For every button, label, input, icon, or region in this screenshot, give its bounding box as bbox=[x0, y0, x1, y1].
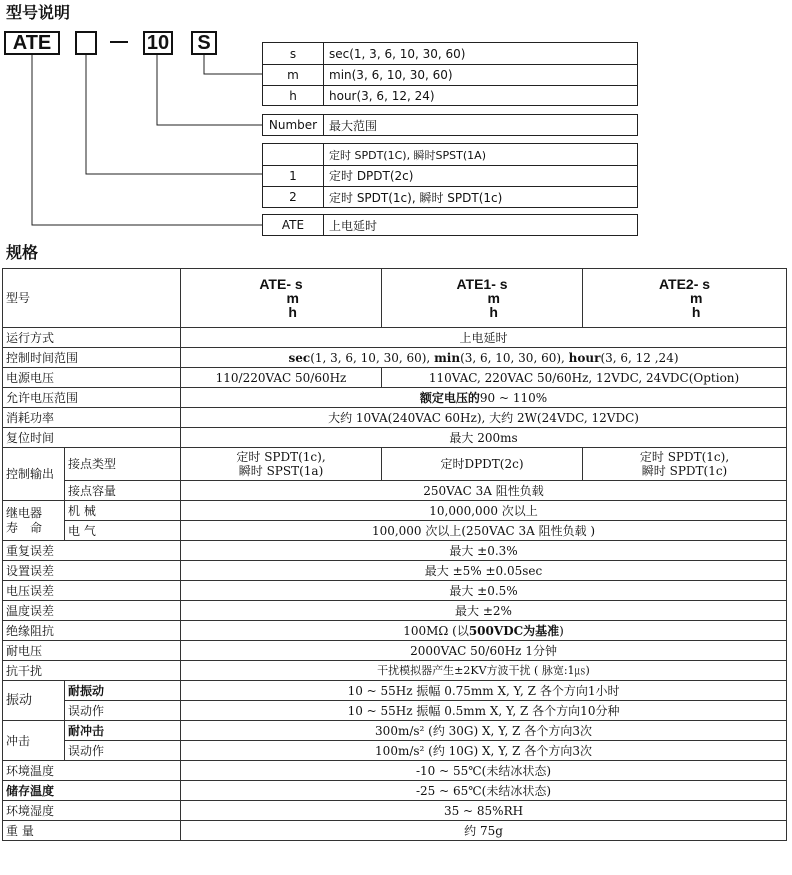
time-min-key: min bbox=[434, 350, 461, 365]
time-hour-key: hour bbox=[568, 350, 601, 365]
table-row bbox=[3, 761, 787, 781]
row-value: 10 ~ 55Hz 振幅 0.75mm X, Y, Z 各个方向1小时 bbox=[181, 681, 787, 701]
legend-key: m bbox=[263, 64, 324, 85]
row-label: 抗干扰 bbox=[3, 661, 181, 681]
row-label: 耐电压 bbox=[3, 641, 181, 661]
model-name: ATE- bbox=[259, 276, 291, 292]
table-row bbox=[3, 541, 787, 561]
table-row bbox=[3, 641, 787, 661]
row-label: 控制时间范围 bbox=[3, 348, 181, 368]
legend-unit-group bbox=[262, 42, 638, 106]
table-row bbox=[3, 721, 787, 741]
row-label: 振动 bbox=[3, 681, 65, 721]
row-value: -10 ~ 55℃(未结冰状态) bbox=[181, 761, 787, 781]
table-row bbox=[3, 481, 787, 501]
row-value: 2000VAC 50/60Hz 1分钟 bbox=[181, 641, 787, 661]
table-row bbox=[3, 348, 787, 368]
row-label: 电压误差 bbox=[3, 581, 181, 601]
row-value: 上电延时 bbox=[181, 328, 787, 348]
row-value: 100,000 次以上(250VAC 3A 阻性负载 ) bbox=[181, 521, 787, 541]
code-box-unit: S bbox=[191, 31, 217, 55]
table-row bbox=[3, 821, 787, 841]
row-value: 10 ~ 55Hz 振幅 0.5mm X, Y, Z 各个方向10分种 bbox=[181, 701, 787, 721]
row-value: 最大 ±2% bbox=[181, 601, 787, 621]
row-sublabel: 接点类型 bbox=[65, 448, 181, 481]
allowed-voltage-rest: 90 ~ 110% bbox=[479, 390, 548, 405]
insulation-a: 100MΩ (以 bbox=[403, 623, 469, 638]
row-value: 110VAC, 220VAC 50/60Hz, 12VDC, 24VDC(Option) bbox=[382, 368, 787, 388]
allowed-voltage-bold: 额定电压的 bbox=[419, 390, 480, 405]
legend-value: 最大范围 bbox=[329, 118, 378, 133]
table-row bbox=[3, 781, 787, 801]
row-label: 设置误差 bbox=[3, 561, 181, 581]
contact-type-v1-line1: 定时 SPDT(1c), bbox=[236, 450, 326, 464]
row-sublabel: 电 气 bbox=[65, 521, 181, 541]
relay-life-label-1: 继电器 bbox=[6, 505, 43, 520]
row-value bbox=[181, 621, 787, 641]
time-min-val: (3, 6, 10, 30, 60), bbox=[460, 350, 565, 365]
table-row bbox=[3, 388, 787, 408]
table-row bbox=[3, 328, 787, 348]
code-box-ate: ATE bbox=[4, 31, 60, 55]
legend-value: 定时 SPDT(1C), 瞬时SPST(1A) bbox=[329, 148, 486, 162]
row-label: 重复误差 bbox=[3, 541, 181, 561]
relay-life-label-2: 寿 命 bbox=[6, 520, 43, 535]
row-label: 控制输出 bbox=[3, 448, 65, 501]
legend-value: hour(3, 6, 12, 24) bbox=[329, 88, 435, 103]
row-label: 电源电压 bbox=[3, 368, 181, 388]
model-section-title: 型号说明 bbox=[6, 3, 71, 22]
time-hour-val: (3, 6, 12 ,24) bbox=[600, 350, 679, 365]
row-value: 300m/s² (约 30G) X, Y, Z 各个方向3次 bbox=[181, 721, 787, 741]
row-sublabel: 误动作 bbox=[65, 701, 181, 721]
row-value: 250VAC 3A 阻性负载 bbox=[181, 481, 787, 501]
row-sublabel: 误动作 bbox=[65, 741, 181, 761]
row-label: 环境温度 bbox=[3, 761, 181, 781]
model-suffix: m bbox=[689, 290, 703, 306]
row-value bbox=[181, 388, 787, 408]
row-label: 环境湿度 bbox=[3, 801, 181, 821]
time-sec-val: (1, 3, 6, 10, 30, 60), bbox=[310, 350, 431, 365]
legend-value: 定时 SPDT(1c), 瞬时 SPDT(1c) bbox=[329, 190, 503, 205]
legend-ate-group bbox=[262, 214, 638, 236]
row-sublabel: 机 械 bbox=[65, 501, 181, 521]
row-value: 大约 10VA(240VAC 60Hz), 大约 2W(24VDC, 12VDC) bbox=[181, 408, 787, 428]
row-value: 约 75g bbox=[181, 821, 787, 841]
row-label: 绝缘阻抗 bbox=[3, 621, 181, 641]
row-value: 定时DPDT(2c) bbox=[382, 448, 583, 481]
table-row bbox=[3, 661, 787, 681]
row-label: 温度误差 bbox=[3, 601, 181, 621]
row-label: 重 量 bbox=[3, 821, 181, 841]
legend-key: ATE bbox=[263, 215, 324, 235]
code-box-number: 10 bbox=[143, 31, 173, 55]
row-sublabel: 耐振动 bbox=[65, 681, 181, 701]
insulation-b: 500VDC为基准 bbox=[468, 623, 560, 638]
legend-value: 定时 DPDT(2c) bbox=[329, 169, 414, 183]
table-row bbox=[3, 521, 787, 541]
row-sublabel: 耐冲击 bbox=[65, 721, 181, 741]
table-row bbox=[3, 801, 787, 821]
model-suffix: s bbox=[702, 276, 711, 292]
row-label bbox=[3, 501, 65, 541]
legend-type-group bbox=[262, 143, 638, 208]
row-value: 最大 200ms bbox=[181, 428, 787, 448]
model-suffix: m bbox=[487, 290, 500, 306]
row-value bbox=[181, 348, 787, 368]
table-row bbox=[3, 408, 787, 428]
model-suffix: s bbox=[294, 276, 303, 292]
legend-key: h bbox=[263, 85, 324, 106]
row-label: 储存温度 bbox=[3, 781, 181, 801]
table-row bbox=[3, 581, 787, 601]
contact-type-v3-line1: 定时 SPDT(1c), bbox=[639, 450, 730, 464]
legend-key bbox=[263, 144, 324, 165]
row-label: 复位时间 bbox=[3, 428, 181, 448]
row-value: 10,000,000 次以上 bbox=[181, 501, 787, 521]
table-row bbox=[3, 428, 787, 448]
contact-type-v1-line2: 瞬时 SPST(1a) bbox=[238, 464, 324, 478]
contact-type-v3-line2: 瞬时 SPDT(1c) bbox=[641, 464, 728, 478]
table-row bbox=[3, 561, 787, 581]
model-suffix: h bbox=[691, 304, 701, 320]
row-value: 35 ~ 85%RH bbox=[181, 801, 787, 821]
table-row bbox=[3, 741, 787, 761]
spec-table bbox=[2, 268, 787, 841]
table-row bbox=[3, 701, 787, 721]
spec-section-title: 规格 bbox=[6, 243, 39, 262]
row-value: 干扰模拟器产生±2KV方波干扰 ( 脉宽:1㎲) bbox=[181, 661, 787, 681]
model-name: ATE2- bbox=[658, 276, 699, 292]
row-label: 消耗功率 bbox=[3, 408, 181, 428]
model-suffix: s bbox=[499, 276, 508, 292]
row-label: 冲击 bbox=[3, 721, 65, 761]
table-row bbox=[3, 681, 787, 701]
table-row bbox=[3, 368, 787, 388]
row-value: 110/220VAC 50/60Hz bbox=[181, 368, 382, 388]
insulation-c: ) bbox=[559, 623, 564, 638]
row-value bbox=[181, 448, 382, 481]
legend-key: 2 bbox=[263, 186, 324, 208]
model-suffix: h bbox=[288, 304, 297, 320]
row-value: 最大 ±0.3% bbox=[181, 541, 787, 561]
row-label: 允许电压范围 bbox=[3, 388, 181, 408]
legend-value: 上电延时 bbox=[329, 218, 378, 233]
legend-key: s bbox=[263, 43, 324, 64]
row-value: -25 ~ 65℃(未结冰状态) bbox=[181, 781, 787, 801]
legend-value: min(3, 6, 10, 30, 60) bbox=[329, 67, 453, 82]
table-row bbox=[3, 448, 787, 481]
model-name: ATE1- bbox=[456, 276, 496, 292]
model-ate1 bbox=[382, 269, 583, 328]
row-label: 运行方式 bbox=[3, 328, 181, 348]
table-row bbox=[3, 269, 787, 328]
row-value bbox=[583, 448, 787, 481]
row-sublabel: 接点容量 bbox=[65, 481, 181, 501]
legend-number-group bbox=[262, 114, 638, 136]
row-value: 100m/s² (约 10G) X, Y, Z 各个方向3次 bbox=[181, 741, 787, 761]
legend-key: 1 bbox=[263, 165, 324, 186]
model-suffix: m bbox=[286, 290, 299, 306]
table-row bbox=[3, 501, 787, 521]
legend-key: Number bbox=[263, 115, 324, 135]
row-value: 最大 ±5% ±0.05sec bbox=[181, 561, 787, 581]
model-ate2 bbox=[583, 269, 787, 328]
model-ate bbox=[181, 269, 382, 328]
row-value: 最大 ±0.5% bbox=[181, 581, 787, 601]
time-sec-key: sec bbox=[288, 350, 311, 365]
legend-value: sec(1, 3, 6, 10, 30, 60) bbox=[329, 46, 466, 61]
model-label: 型号 bbox=[3, 269, 181, 328]
table-row bbox=[3, 621, 787, 641]
table-row bbox=[3, 601, 787, 621]
model-suffix: h bbox=[489, 304, 498, 320]
